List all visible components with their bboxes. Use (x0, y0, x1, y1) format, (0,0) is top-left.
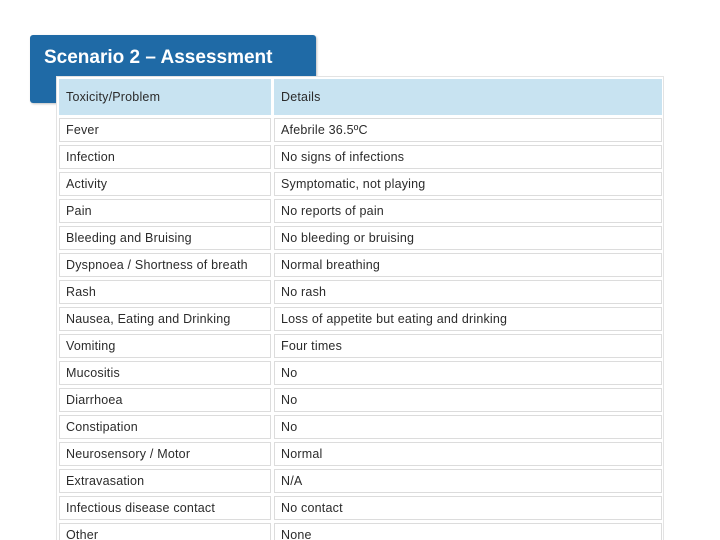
details-cell: No (274, 361, 662, 385)
problem-cell: Rash (59, 280, 271, 304)
details-cell: No signs of infections (274, 145, 662, 169)
table-row (59, 388, 662, 412)
table-row (59, 361, 662, 385)
details-cell: Loss of appetite but eating and drinking (274, 307, 662, 331)
details-cell: No rash (274, 280, 662, 304)
table-row (59, 415, 662, 439)
details-cell: None (274, 523, 662, 540)
table-row (59, 199, 662, 223)
problem-cell: Constipation (59, 415, 271, 439)
problem-cell: Diarrhoea (59, 388, 271, 412)
table-row (59, 334, 662, 358)
problem-cell: Activity (59, 172, 271, 196)
table-header-row (59, 79, 662, 115)
problem-cell: Nausea, Eating and Drinking (59, 307, 271, 331)
problem-cell: Mucositis (59, 361, 271, 385)
problem-cell: Neurosensory / Motor (59, 442, 271, 466)
assessment-table (56, 76, 665, 540)
details-cell: No (274, 388, 662, 412)
details-cell: Normal breathing (274, 253, 662, 277)
table-row (59, 307, 662, 331)
table-row (59, 469, 662, 493)
table-row (59, 280, 662, 304)
details-cell: Afebrile 36.5ºC (274, 118, 662, 142)
table-row (59, 442, 662, 466)
header-toxicity-problem: Toxicity/Problem (59, 79, 271, 115)
problem-cell: Vomiting (59, 334, 271, 358)
details-cell: Normal (274, 442, 662, 466)
problem-cell: Infection (59, 145, 271, 169)
problem-cell: Pain (59, 199, 271, 223)
assessment-table-container (56, 76, 664, 540)
table-row (59, 145, 662, 169)
details-cell: N/A (274, 469, 662, 493)
problem-cell: Extravasation (59, 469, 271, 493)
table-row (59, 226, 662, 250)
header-details: Details (274, 79, 662, 115)
table-row (59, 523, 662, 540)
table-row (59, 496, 662, 520)
table-row (59, 172, 662, 196)
details-cell: No reports of pain (274, 199, 662, 223)
problem-cell: Other (59, 523, 271, 540)
table-row (59, 253, 662, 277)
slide-title: Scenario 2 – Assessment (44, 47, 273, 68)
problem-cell: Bleeding and Bruising (59, 226, 271, 250)
details-cell: No contact (274, 496, 662, 520)
problem-cell: Infectious disease contact (59, 496, 271, 520)
details-cell: Four times (274, 334, 662, 358)
details-cell: No (274, 415, 662, 439)
problem-cell: Dyspnoea / Shortness of breath (59, 253, 271, 277)
problem-cell: Fever (59, 118, 271, 142)
table-row (59, 118, 662, 142)
details-cell: No bleeding or bruising (274, 226, 662, 250)
details-cell: Symptomatic, not playing (274, 172, 662, 196)
